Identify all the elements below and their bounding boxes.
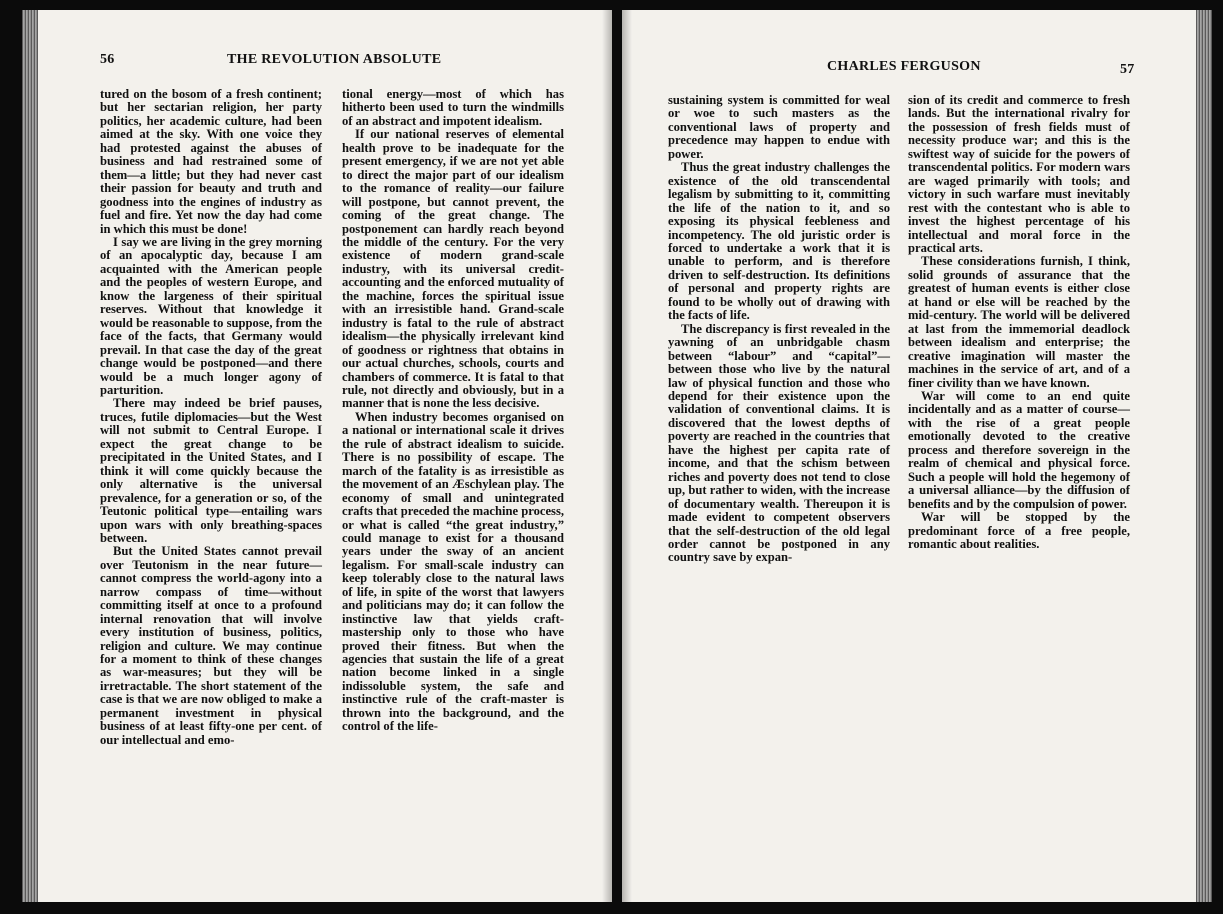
text-column-2 — [908, 94, 1130, 551]
paragraph: War will be stopped by the predominant force of a free people, romantic about realities. — [908, 510, 1130, 551]
paragraph: I say we are living in the grey morning of an apocalyptic day, because I am acquainted with the American people and the peoples of western Europe, and know the largeness of their spiritual reserves. Without that knowledge it would be reasonable to suppose, from the face of the facts, that Germany would prevail. In that case the day of the great change would be postponed—and there would be a much longer agony of parturition. — [100, 234, 322, 397]
page-number: 57 — [1120, 62, 1135, 77]
page-edge — [22, 10, 38, 902]
text-column-1 — [100, 88, 322, 747]
page-edge — [1196, 10, 1212, 902]
gutter-shadow — [622, 10, 632, 902]
paragraph: tional energy—most of which has hitherto been used to turn the windmills of an abstract and impotent idealism. — [342, 87, 564, 128]
paragraph: sion of its credit and commerce to fresh lands. But the international rivalry for the possession of fresh fields must of necessity produce war; and this is the swiftest way of suicide for the powers of transcendental politics. For modern wars are waged primarily with tools; and victory in such warfare must inevitably rest with the contestant who is able to invest the highest percentage of his intellectual and moral force in the practical arts. — [908, 93, 1130, 255]
left-page — [22, 10, 612, 902]
paragraph: War will come to an end quite incidentally and as a matter of course—with the rise of a great people emotionally devoted to the creative process and therefore sovereign in the realm of chemical and physical force. Such a people will hold the hegemony of a universal alliance—by the diffusion of benefits and by the compulsion of power. — [908, 388, 1130, 511]
running-title: CHARLES FERGUSON — [827, 59, 981, 74]
paragraph: But the United States cannot prevail over Teutonism in the near future—cannot compress the world-agony into a narrow compass of time—without committing itself at once to a profound internal renovation that will involve every institution of business, politics, religion and culture. We may continue for a moment to think of these changes as war-measures; but they will be irretractable. The short statement of the case is that we are now obliged to make a permanent investment in physical business of at least fifty-one per cent. of our intellectual and emo- — [100, 544, 322, 747]
right-page — [622, 10, 1212, 902]
paragraph: Thus the great industry challenges the existence of the old transcendental legalism by submitting to it, committing the life of the nation to it, and so exposing its physical feebleness and incompetency. The old juristic order is forced to undertake a work that it is unable to perform, and is therefore driven to self-destruction. Its definitions of personal and property rights are found to be wholly out of drawing with the facts of life. — [668, 160, 890, 323]
gutter-shadow — [602, 10, 612, 902]
paragraph: sustaining system is committed for weal or woe to such masters as the conventional laws of property and precedence may happen to endue with power. — [668, 93, 890, 161]
paragraph: These considerations furnish, I think, solid grounds of assurance that the greatest of human events is either close at hand or else will be reached by the mid-century. The world will be delivered at last from the immemorial deadlock between idealism and enterprise; the creative imagination will master the machines in the service of art, and of a finer civility than we have known. — [908, 254, 1130, 390]
text-column-2 — [342, 88, 564, 734]
page-number: 56 — [100, 52, 115, 67]
paragraph: tured on the bosom of a fresh continent; but her sectarian religion, her party politics, her academic culture, had been aimed at the sky. With one voice they had protested against the abuses of business and had restrained some of them—a little; but they had never cast their passion for beauty and truth and goodness into the engines of industry as fuel and fire. Yet now the day had come in which this must be done! — [100, 87, 322, 236]
paragraph: If our national reserves of elemental health prove to be inadequate for the present emergency, if we are not yet able to direct the major part of our idealism to the romance of reality—our failure will postpone, but cannot prevent, the coming of the great change. The postponement can hardly reach beyond the middle of the century. For the very existence of modern grand-scale industry, with its universal credit-accounting and the enforced mutuality of the machine, forces the spiritual issue with an irresistible hand. Grand-scale industry is fatal to the rule of abstract idealism—the physically irrelevant kind of goodness or rightness that obtains in our actual churches, schools, courts and chambers of commerce. It is fatal to that rule, not directly and obviously, but in a manner that is none the less decisive. — [342, 127, 564, 411]
running-title: THE REVOLUTION ABSOLUTE — [227, 52, 442, 67]
paragraph: The discrepancy is first revealed in the yawning of an unbridgable chasm between “labour” and “capital”—between those who live by the natural law of physical function and those who depend for their existence upon the validation of conventional claims. It is discovered that the lowest depths of poverty are reached in the countries that have the highest per capita rate of income, and that the schism between riches and poverty does not tend to close up, but rather to widen, with the increase of documentary wealth. Thereupon it is made evident to competent observers that the self-destruction of the old legal order cannot be postponed in any country save by expan- — [668, 321, 890, 565]
text-column-1 — [668, 94, 890, 565]
paragraph: When industry becomes organised on a national or international scale it drives the rule of abstract idealism to suicide. There is no possibility of escape. The march of the fatality is as irresistible as the movement of an Æschylean play. The economy of small and unintegrated crafts that preceded the machine process, or what is called “the great industry,” could manage to exist for a thousand years under the sway of an ancient legalism. For small-scale industry can keep tolerably close to the natural laws of life, in spite of the worst that lawyers and politicians may do; it can follow the instinctive law that yields craft-mastership only to those who have proved their fitness. But when the agencies that sustain the life of a great nation become linked in a single indissoluble system, the safe and instinctive rule of the craft-master is thrown into the background, and the control of the life- — [342, 409, 564, 734]
paragraph: There may indeed be brief pauses, truces, futile diplomacies—but the West will not submit to Central Europe. I expect the great change to be precipitated in the United States, and I think it will come quickly because the only alternative is the universal prevalence, for a generation or so, of the Teutonic political type—entailing wars upon wars with only breathing-spaces between. — [100, 396, 322, 545]
